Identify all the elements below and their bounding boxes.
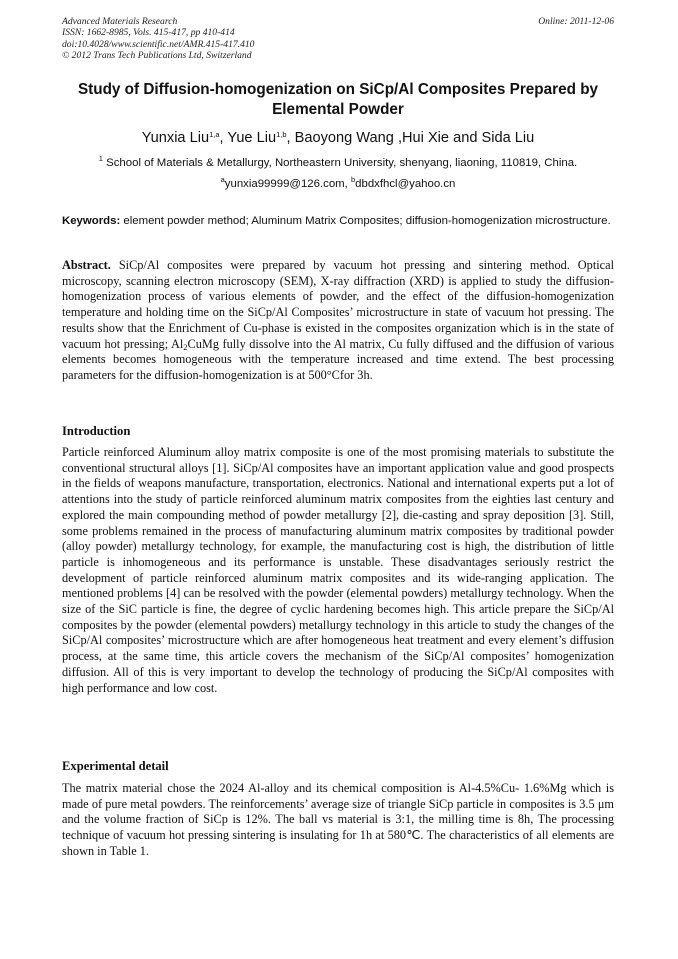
email-superscript: b bbox=[350, 175, 356, 184]
email-b: dbdxfhcl@yahoo.cn bbox=[355, 178, 456, 190]
email-a: yunxia99999@126.com, bbox=[224, 178, 351, 190]
keywords-label: Keywords: bbox=[62, 215, 121, 227]
abstract bbox=[62, 258, 614, 384]
experimental-heading: Experimental detail bbox=[62, 759, 169, 773]
abstract-subscript: 2 bbox=[183, 341, 188, 352]
keywords-text: element powder method; Aluminum Matrix Composites; diffusion-homogenization microstructure. bbox=[120, 215, 611, 227]
abstract-text-cont: CuMg fully dissolve into the Al matrix, Cu fully diffused and the diffusion of various elements becomes homogeneous with the temperature increased and time extend. The best processing parameters for the diffusion-homogenization is at 500°Cfor 3h. bbox=[62, 336, 615, 382]
issn-line: ISSN: 1662-8985, Vols. 415-417, pp 410-414 bbox=[62, 27, 235, 39]
introduction-paragraph: Particle reinforced Aluminum alloy matrix composite is one of the most promising materials to substitute the conventional structural alloys [1]. SiCp/Al composites have an important application value and good prospects in the fields of weapons manufacture, transportation, electronics. National and international experts put a lot of attentions into the study of particle reinforced aluminum matrix composites from the eighties last century and explored the main compounding method of powder metallurgy [2], die-casting and spray deposition [3]. Still, some problems remained in the process of manufacturing aluminum matrix composites by traditional powder (alloy powder) metallurgy technology, for example, the manufacturing cost is high, the distribution of little particle is inhomogeneous and its performance is unstable. These disadvantages seriously restrict the development of particle reinforced aluminum matrix composites and its wide-ranging application. The mentioned problems [4] can be resolved with the powder (elemental powders) metallurgy technology. When the size of the SiC particle is fine, the degree of cyclic hardening becomes high. This article prepare the SiCp/Al composites by the powder (elemental powders) metallurgy technology in this article to study the changes of the SiCp/Al composites’ microstructure which are after homogeneous heat treatment and every element’s diffusion process, at the same time, this article covers the mechanism of the SiCp/Al composites’ homogenization diffusion. All of this is very important to develop the technology of producing the SiCp/Al composites with high performance and low cost. bbox=[62, 445, 614, 695]
author-emails bbox=[62, 176, 614, 192]
introduction-heading: Introduction bbox=[62, 424, 131, 438]
author-name: Yunxia Liu bbox=[141, 130, 210, 146]
affiliation-text: School of Materials & Metallurgy, Northeastern University, shenyang, liaoning, 110819, China. bbox=[106, 157, 578, 169]
author-name: Yue Liu bbox=[227, 130, 277, 146]
author-names-rest: , Baoyong Wang ,Hui Xie and Sida Liu bbox=[286, 130, 535, 146]
doi-line: doi:10.4028/www.scientific.net/AMR.415-417.410 bbox=[62, 38, 255, 50]
author-superscript: 1,b bbox=[276, 130, 287, 139]
journal-name: Advanced Materials Research bbox=[62, 16, 178, 27]
abstract-label: Abstract. bbox=[62, 258, 111, 272]
affiliation bbox=[62, 155, 614, 171]
abstract-text: SiCp/Al composites were prepared by vacuum hot pressing and sintering method. Optical microscopy, scanning electron microscopy (SEM), X-ray diffraction (XRD) is applied to study the diffusion-homogenization process of various elements of powder, and the effect of the diffusion-homogenization temperature and holding time on the SiCp/Al Composites’ microstructure in state of vacuum hot pressing. The results show that the Enrichment of Cu-phase is existed in the composites organization which is in the state of vacuum hot pressing; Al bbox=[62, 258, 614, 351]
author-superscript: 1,a bbox=[209, 130, 220, 139]
copyright-line: © 2012 Trans Tech Publications Ltd, Switzerland bbox=[62, 49, 252, 61]
keywords bbox=[62, 213, 614, 229]
experimental-paragraph: The matrix material chose the 2024 Al-alloy and its chemical composition is Al-4.5%Cu- 1.6%Mg which is made of pure metal powders. The reinforcements’ average size of triangle SiCp particle in composites is 3.5 μm and the volume fraction of SiCp is 12%. The ball vs material is 3:1, the milling time is 8h, The processing technique of vacuum hot pressing sintering is insulating for 1h at 580℃. The characteristics of all elements are shown in Table 1. bbox=[62, 781, 614, 858]
affiliation-superscript: 1 bbox=[98, 154, 103, 163]
author-list: Yunxia Liu$^{1,a}$, Yue Liu$^{1,b}$, Baoyong Wang ,Hui Xie and Sida Liu bbox=[141, 130, 535, 146]
paper-title: Study of Diffusion-homogenization on SiCp/Al Composites Prepared by Elemental Powder bbox=[77, 81, 599, 118]
journal-header bbox=[62, 16, 254, 61]
email-superscript: a bbox=[220, 175, 225, 184]
online-date: Online: 2011-12-06 bbox=[538, 16, 614, 27]
